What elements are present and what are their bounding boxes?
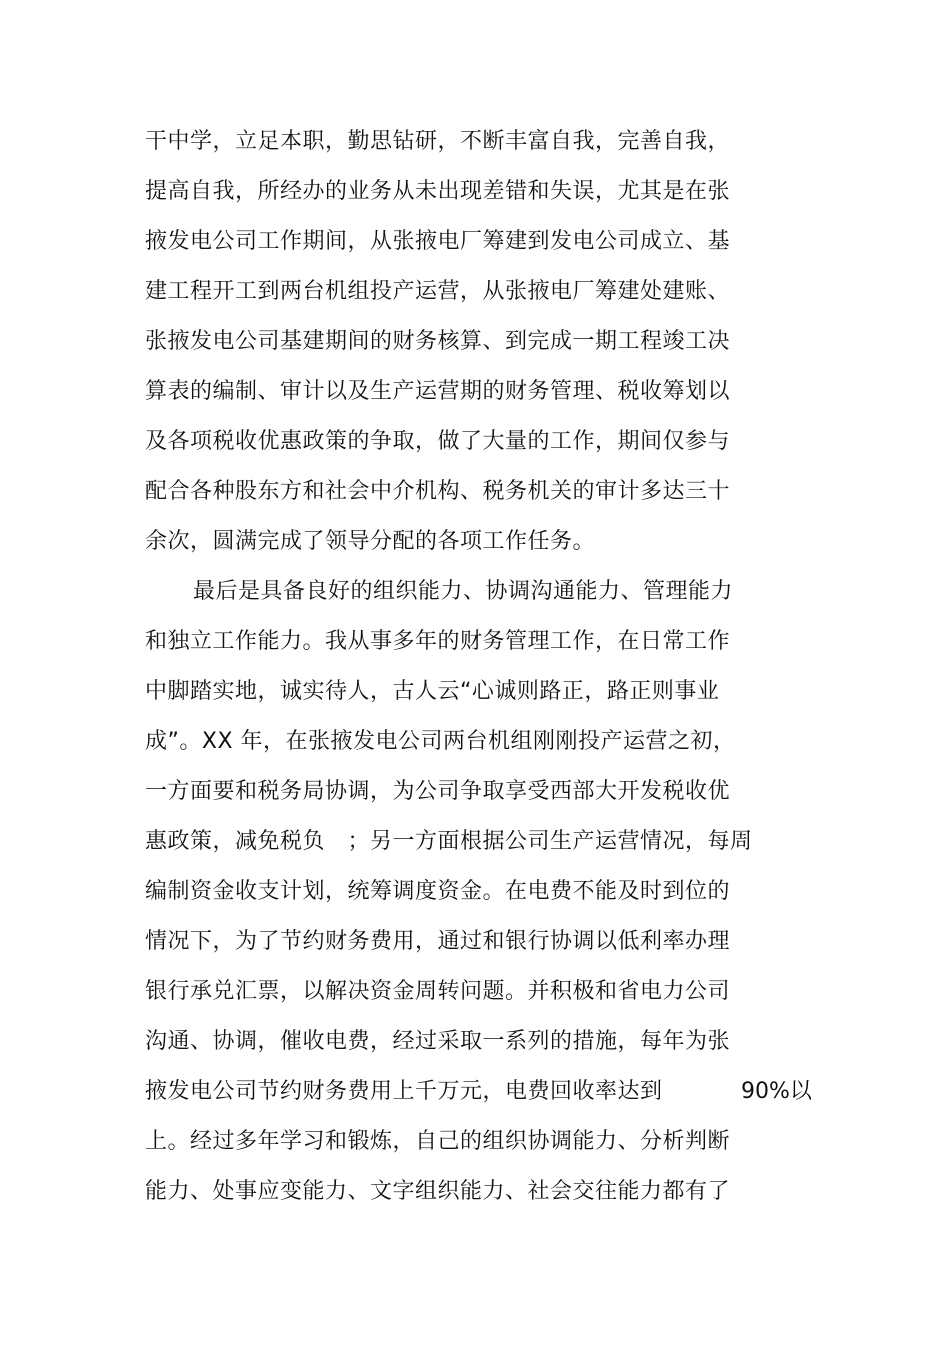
paragraph-line: 掖发电公司节约财务费用上千万元，电费回收率达到 (145, 1079, 663, 1104)
paragraph-line: 提高自我，所经办的业务从未出现差错和失误，尤其是在张 (145, 179, 731, 204)
paragraph-line: 建工程开工到两台机组投产运营，从张掖电厂筹建处建账、 (145, 279, 731, 304)
paragraph-line: 能力、处事应变能力、文字组织能力、社会交往能力都有了 (145, 1179, 731, 1204)
paragraph-line: 沟通、协调，催收电费，经过采取一系列的措施，每年为张 (145, 1029, 731, 1054)
paragraph-line: 和独立工作能力。我从事多年的财务管理工作，在日常工作 (145, 629, 731, 654)
paragraph-line: 干中学，立足本职，勤思钻研，不断丰富自我，完善自我， (145, 129, 731, 154)
paragraph-line: 惠政策，减免税负 ；另一方面根据公司生产运营情况，每周 (145, 829, 753, 854)
paragraph-line: 配合各种股东方和社会中介机构、税务机关的审计多达三十 (145, 479, 731, 504)
paragraph-line: 成”。XX 年，在张掖发电公司两台机组刚刚投产运营之初， (145, 729, 736, 754)
paragraph-first-line: 最后是具备良好的组织能力、协调沟通能力、管理能力 (193, 579, 734, 604)
paragraph-line: 中脚踏实地，诚实待人，古人云“心诚则路正，路正则事业 (145, 679, 720, 704)
paragraph-line: 上。经过多年学习和锻炼，自己的组织协调能力、分析判断 (145, 1129, 731, 1154)
paragraph-line: 一方面要和税务局协调，为公司争取享受西部大开发税收优 (145, 779, 731, 804)
paragraph-line: 及各项税收优惠政策的争取，做了大量的工作，期间仅参与 (145, 429, 731, 454)
percentage-fragment: 90%以 (741, 1079, 812, 1104)
paragraph-line: 银行承兑汇票，以解决资金周转问题。并积极和省电力公司 (145, 979, 731, 1004)
paragraph-line: 算表的编制、审计以及生产运营期的财务管理、税收筹划以 (145, 379, 731, 404)
paragraph-line: 张掖发电公司基建期间的财务核算、到完成一期工程竣工决 (145, 329, 731, 354)
paragraph-line: 编制资金收支计划，统筹调度资金。在电费不能及时到位的 (145, 879, 731, 904)
paragraph-line: 掖发电公司工作期间，从张掖电厂筹建到发电公司成立、基 (145, 229, 731, 254)
paragraph-line: 余次，圆满完成了领导分配的各项工作任务。 (145, 529, 596, 554)
paragraph-line: 情况下，为了节约财务费用，通过和银行协调以低利率办理 (145, 929, 731, 954)
